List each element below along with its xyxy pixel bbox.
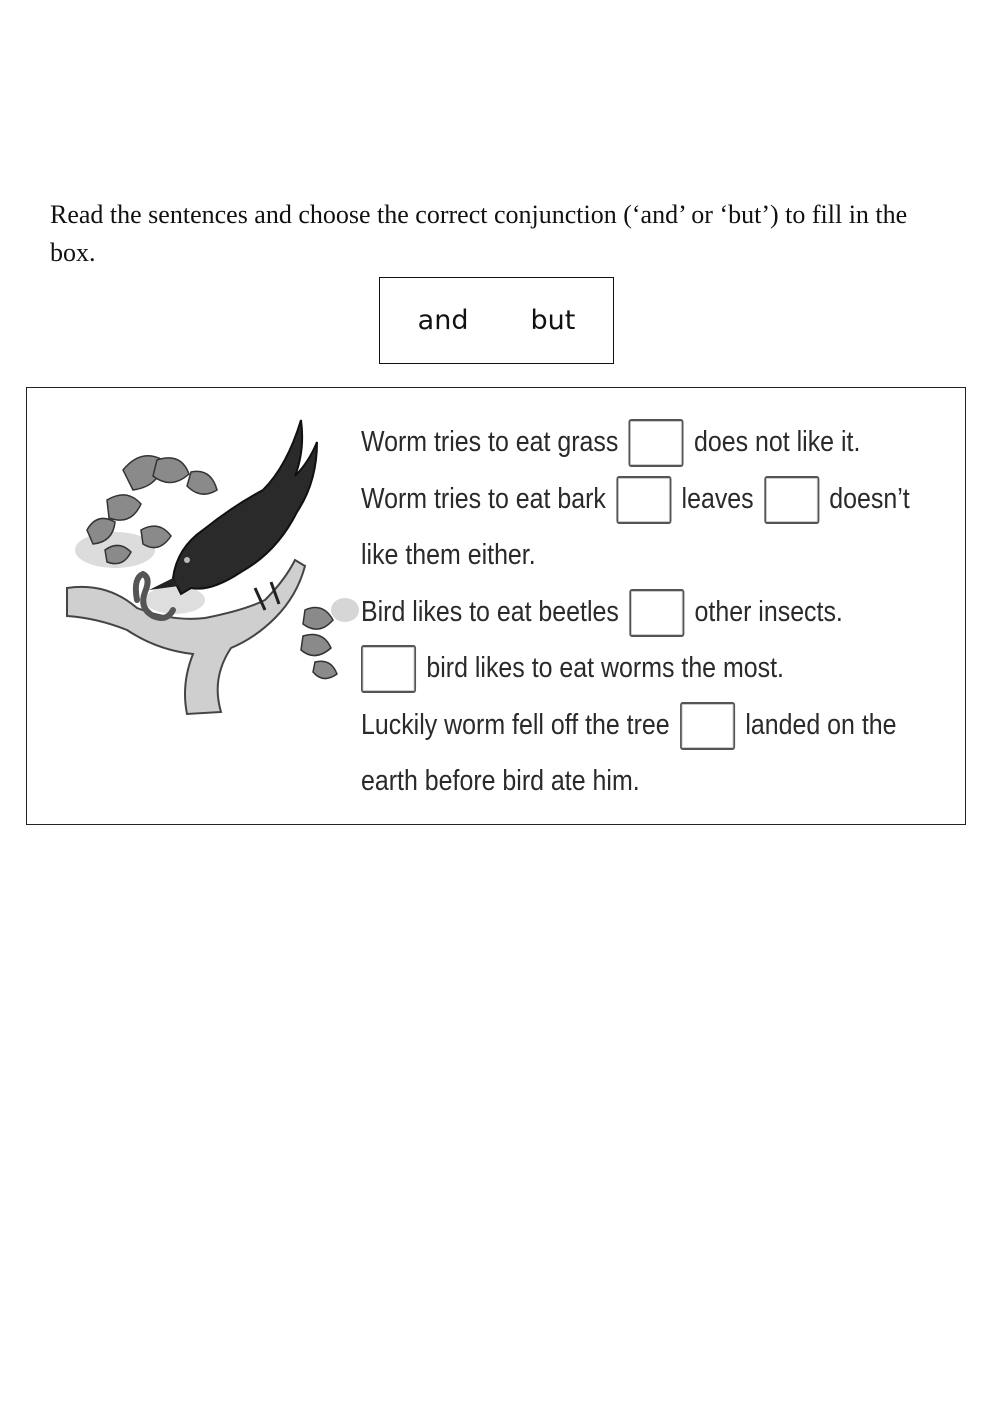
sentences <box>361 414 910 810</box>
instructions: Read the sentences and choose the correct conjunction (‘and’ or ‘but’) to fill in the box. <box>50 200 908 267</box>
answer-box[interactable] <box>361 645 416 693</box>
sentence-line <box>361 584 882 641</box>
answer-box[interactable] <box>629 419 684 467</box>
sentence-text: Worm tries to eat grass <box>361 426 619 458</box>
exercise-panel <box>26 387 966 825</box>
sentence-line <box>361 414 882 471</box>
sentence-text: doesn’t <box>829 482 910 515</box>
sentence-text: leaves <box>681 482 754 515</box>
sentence-line <box>361 471 910 528</box>
word-bank-and: and <box>417 305 469 336</box>
sentence-text: other insects. <box>694 595 843 628</box>
sentence-text: earth before bird ate him. <box>361 765 640 797</box>
answer-box[interactable] <box>629 589 684 637</box>
sentence-text: Luckily worm fell off the tree <box>361 708 670 741</box>
answer-box[interactable] <box>764 476 819 524</box>
sentence-line <box>361 527 882 584</box>
sentence-text: does not like it. <box>694 426 861 458</box>
sentence-line <box>361 697 897 754</box>
answer-box[interactable] <box>616 476 671 524</box>
answer-box[interactable] <box>680 702 735 750</box>
sentence-text: like them either. <box>361 539 536 571</box>
word-bank <box>379 277 614 364</box>
sentence-text: bird likes to eat worms the most. <box>426 652 784 684</box>
sentence-line <box>361 753 882 810</box>
sentence-line <box>361 640 882 697</box>
bird-on-branch-illustration <box>45 400 365 740</box>
sentence-text: landed on the <box>745 708 897 741</box>
sentence-text: Bird likes to eat beetles <box>361 595 619 628</box>
word-bank-but: but <box>530 305 576 336</box>
sentence-text: Worm tries to eat bark <box>361 482 606 515</box>
